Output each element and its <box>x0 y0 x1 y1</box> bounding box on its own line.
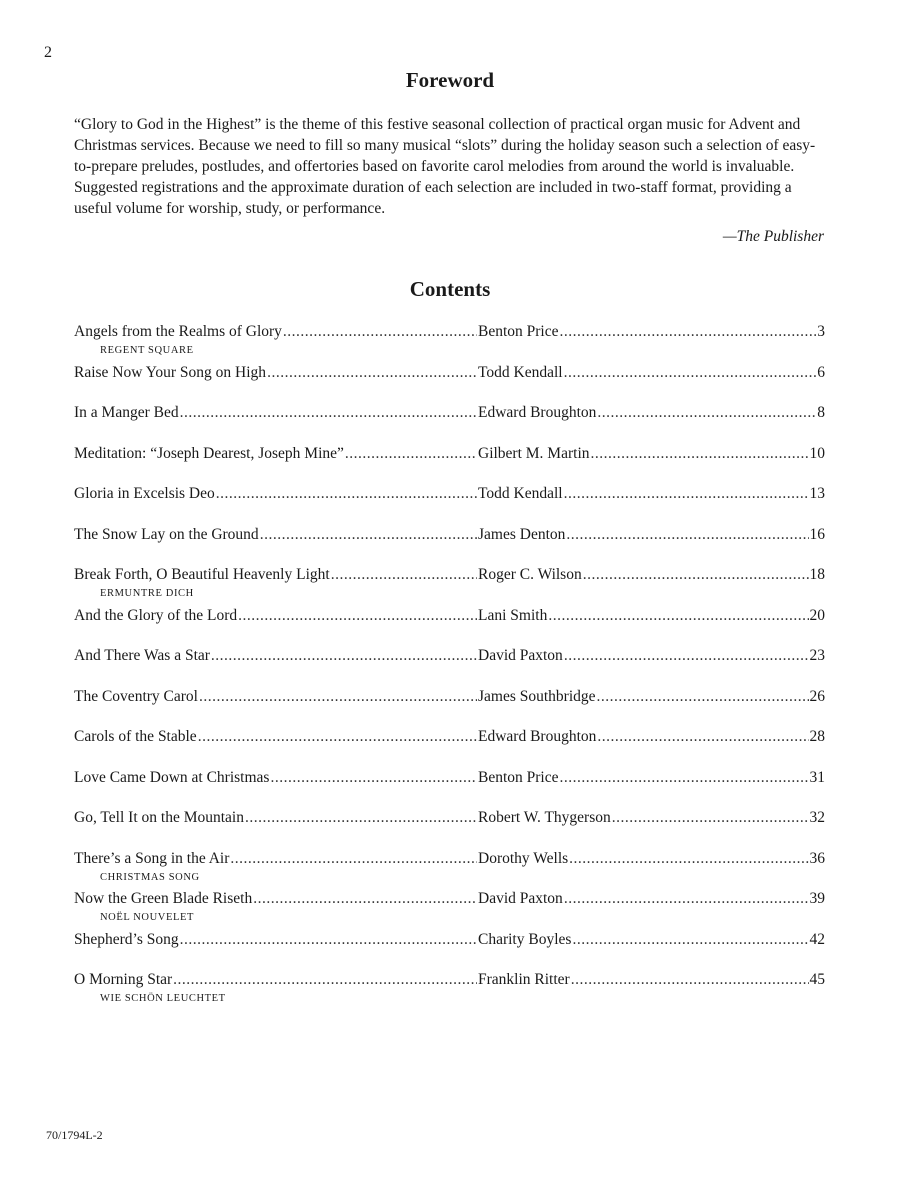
toc-piece-title: In a Manger Bed <box>74 404 179 421</box>
toc-composer-column <box>478 565 825 585</box>
toc-entry <box>74 525 825 559</box>
toc-piece-title: There’s a Song in the Air <box>74 849 230 867</box>
dot-leader <box>211 646 477 666</box>
toc-page-number: 36 <box>809 849 825 867</box>
toc-page-number: 13 <box>809 485 825 502</box>
dot-leader <box>180 403 477 423</box>
toc-entry <box>74 444 825 478</box>
dot-leader <box>180 930 477 950</box>
toc-entry <box>74 889 825 923</box>
toc-page-number: 16 <box>809 525 825 543</box>
dot-leader <box>583 565 809 585</box>
dot-leader <box>564 363 817 383</box>
contents-title: Contents <box>409 277 491 301</box>
toc-page-number: 42 <box>809 930 825 948</box>
toc-composer: James Southbridge <box>478 687 596 705</box>
toc-piece-title: O Morning Star <box>74 971 173 988</box>
toc-piece-title: Now the Green Blade Riseth <box>74 890 253 907</box>
toc-entry <box>74 606 825 640</box>
toc-title-column <box>74 646 478 666</box>
toc-page-number: 8 <box>817 404 825 421</box>
foreword-title: Foreword <box>405 68 495 92</box>
dot-leader <box>571 970 809 990</box>
dot-leader <box>245 808 477 828</box>
toc-piece-title: The Snow Lay on the Ground <box>74 525 259 543</box>
toc-composer: Franklin Ritter <box>478 971 570 988</box>
toc-composer: James Denton <box>478 525 566 543</box>
toc-page-number: 6 <box>817 363 825 381</box>
dot-leader <box>198 727 477 747</box>
dot-leader <box>564 484 809 504</box>
toc-page-number: 10 <box>809 444 825 462</box>
toc-line <box>74 525 825 545</box>
toc-composer: Benton Price <box>478 768 559 786</box>
toc-composer-column <box>478 687 825 707</box>
foreword-body: “Glory to God in the Highest” is the theme of this festive seasonal collection of practical organ music for Advent and Christmas services. Because we need to fill so many musical “slots” during the holiday season such a selection of easy-to-prepare preludes, postludes, and offertories based on favorite carol melodies from around the world is invaluable. Suggested registrations and the approximate duration of each selection are included in two-staff format, providing a useful volume for worship, study, or performance. <box>74 116 816 217</box>
toc-title-column <box>74 565 478 585</box>
toc-title-column <box>74 606 478 626</box>
toc-line <box>74 727 825 747</box>
dot-leader <box>173 970 477 990</box>
toc-title-column <box>74 849 478 869</box>
toc-composer: Charity Boyles <box>478 930 572 948</box>
toc-composer: Dorothy Wells <box>478 849 569 867</box>
toc-composer-column <box>478 808 825 828</box>
toc-composer: Robert W. Thygerson <box>478 809 611 826</box>
toc-composer-column <box>478 403 825 423</box>
dot-leader <box>199 687 477 707</box>
toc-composer-column <box>478 849 825 869</box>
dot-leader <box>560 322 817 342</box>
dot-leader <box>597 687 809 707</box>
toc-entry <box>74 646 825 680</box>
toc-title-column <box>74 525 478 545</box>
toc-composer-column <box>478 889 825 909</box>
toc-entry <box>74 970 825 1004</box>
toc-entry <box>74 484 825 518</box>
dot-leader <box>270 768 477 788</box>
toc-entry <box>74 930 825 964</box>
toc-piece-title: The Coventry Carol <box>74 687 198 705</box>
toc-composer-column <box>478 484 825 504</box>
toc-line <box>74 363 825 383</box>
dot-leader <box>260 525 477 545</box>
toc-entry <box>74 727 825 761</box>
dot-leader <box>612 808 809 828</box>
toc-line <box>74 849 825 869</box>
toc-composer: Roger C. Wilson <box>478 566 582 583</box>
toc-piece-title: And the Glory of the Lord <box>74 606 238 624</box>
dot-leader <box>597 727 808 747</box>
toc-tune-name: CHRISTMAS SONG <box>100 871 200 883</box>
dot-leader <box>216 484 477 504</box>
toc-composer: Benton Price <box>478 323 559 340</box>
toc-page-number: 23 <box>809 647 825 664</box>
toc-line <box>74 565 825 585</box>
dot-leader <box>597 403 816 423</box>
toc-line <box>74 889 825 909</box>
dot-leader <box>283 322 477 342</box>
toc-page-number: 20 <box>809 606 825 624</box>
toc-entry <box>74 687 825 721</box>
toc-line <box>74 970 825 990</box>
toc-piece-title: Angels from the Realms of Glory <box>74 323 282 340</box>
toc-title-column <box>74 444 478 464</box>
toc-piece-title: Raise Now Your Song on High <box>74 363 267 381</box>
toc-piece-title: Meditation: “Joseph Dearest, Joseph Mine” <box>74 444 344 462</box>
toc-line <box>74 930 825 950</box>
toc-title-column <box>74 970 478 990</box>
toc-title-column <box>74 403 478 423</box>
page-number: 2 <box>44 44 52 61</box>
toc-piece-title: Shepherd’s Song <box>74 930 179 948</box>
toc-entry <box>74 403 825 437</box>
dot-leader <box>566 525 808 545</box>
catalog-number: 70/1794L-2 <box>46 1128 103 1142</box>
toc-title-column <box>74 768 478 788</box>
toc-composer-column <box>478 525 825 545</box>
toc-line <box>74 322 825 342</box>
toc-piece-title: Gloria in Excelsis Deo <box>74 485 215 502</box>
toc-composer: Todd Kendall <box>478 363 563 381</box>
dot-leader <box>564 646 809 666</box>
toc-title-column <box>74 322 478 342</box>
toc-page-number: 18 <box>809 566 825 583</box>
toc-page-number: 31 <box>809 768 825 786</box>
toc-composer: Gilbert M. Martin <box>478 444 590 462</box>
toc-line <box>74 808 825 828</box>
toc-page-number: 3 <box>817 323 825 340</box>
toc-composer: David Paxton <box>478 647 563 664</box>
dot-leader <box>238 606 477 626</box>
toc-line <box>74 646 825 666</box>
toc-page-number: 39 <box>809 890 825 907</box>
toc-line <box>74 606 825 626</box>
toc-page-number: 26 <box>809 687 825 705</box>
toc-piece-title: Love Came Down at Christmas <box>74 768 270 786</box>
dot-leader <box>572 930 808 950</box>
foreword-signature: —The Publisher <box>722 228 824 245</box>
toc-title-column <box>74 687 478 707</box>
dot-leader <box>253 889 477 909</box>
toc-piece-title: And There Was a Star <box>74 647 210 664</box>
toc-line <box>74 484 825 504</box>
toc-piece-title: Break Forth, O Beautiful Heavenly Light <box>74 566 330 583</box>
toc-composer: Edward Broughton <box>478 404 597 421</box>
toc-page-number: 28 <box>809 728 825 745</box>
toc-tune-name: REGENT SQUARE <box>100 345 194 356</box>
toc-composer-column <box>478 970 825 990</box>
toc-composer: Todd Kendall <box>478 485 563 502</box>
toc-line <box>74 403 825 423</box>
toc-title-column <box>74 808 478 828</box>
toc-entry <box>74 849 825 883</box>
toc-line <box>74 768 825 788</box>
toc-composer-column <box>478 322 825 342</box>
toc-composer-column <box>478 606 825 626</box>
toc-title-column <box>74 727 478 747</box>
toc-title-column <box>74 363 478 383</box>
toc-composer: Lani Smith <box>478 606 548 624</box>
dot-leader <box>267 363 477 383</box>
toc-page-number: 32 <box>809 809 825 826</box>
dot-leader <box>564 889 809 909</box>
toc-composer: David Paxton <box>478 890 563 907</box>
toc-composer-column <box>478 444 825 464</box>
toc-title-column <box>74 930 478 950</box>
toc-composer-column <box>478 768 825 788</box>
toc-composer-column <box>478 646 825 666</box>
toc-composer: Edward Broughton <box>478 728 597 745</box>
toc-tune-name: NOËL NOUVELET <box>100 912 195 923</box>
dot-leader <box>230 849 477 869</box>
toc-composer-column <box>478 727 825 747</box>
toc-entry <box>74 808 825 842</box>
dot-leader <box>331 565 477 585</box>
dot-leader <box>560 768 809 788</box>
toc-line <box>74 444 825 464</box>
toc-entry <box>74 565 825 599</box>
dot-leader <box>345 444 477 464</box>
toc-line <box>74 687 825 707</box>
toc-title-column <box>74 889 478 909</box>
dot-leader <box>569 849 808 869</box>
toc-tune-name: ERMUNTRE DICH <box>100 588 194 599</box>
dot-leader <box>548 606 808 626</box>
toc-page-number: 45 <box>809 971 825 988</box>
toc-composer-column <box>478 930 825 950</box>
toc-composer-column <box>478 363 825 383</box>
toc-entry <box>74 363 825 397</box>
toc-entry <box>74 322 825 356</box>
toc-entry <box>74 768 825 802</box>
dot-leader <box>591 444 809 464</box>
toc-tune-name: WIE SCHÖN LEUCHTET <box>100 993 226 1004</box>
toc-piece-title: Go, Tell It on the Mountain <box>74 809 244 826</box>
toc-piece-title: Carols of the Stable <box>74 728 197 745</box>
toc-title-column <box>74 484 478 504</box>
